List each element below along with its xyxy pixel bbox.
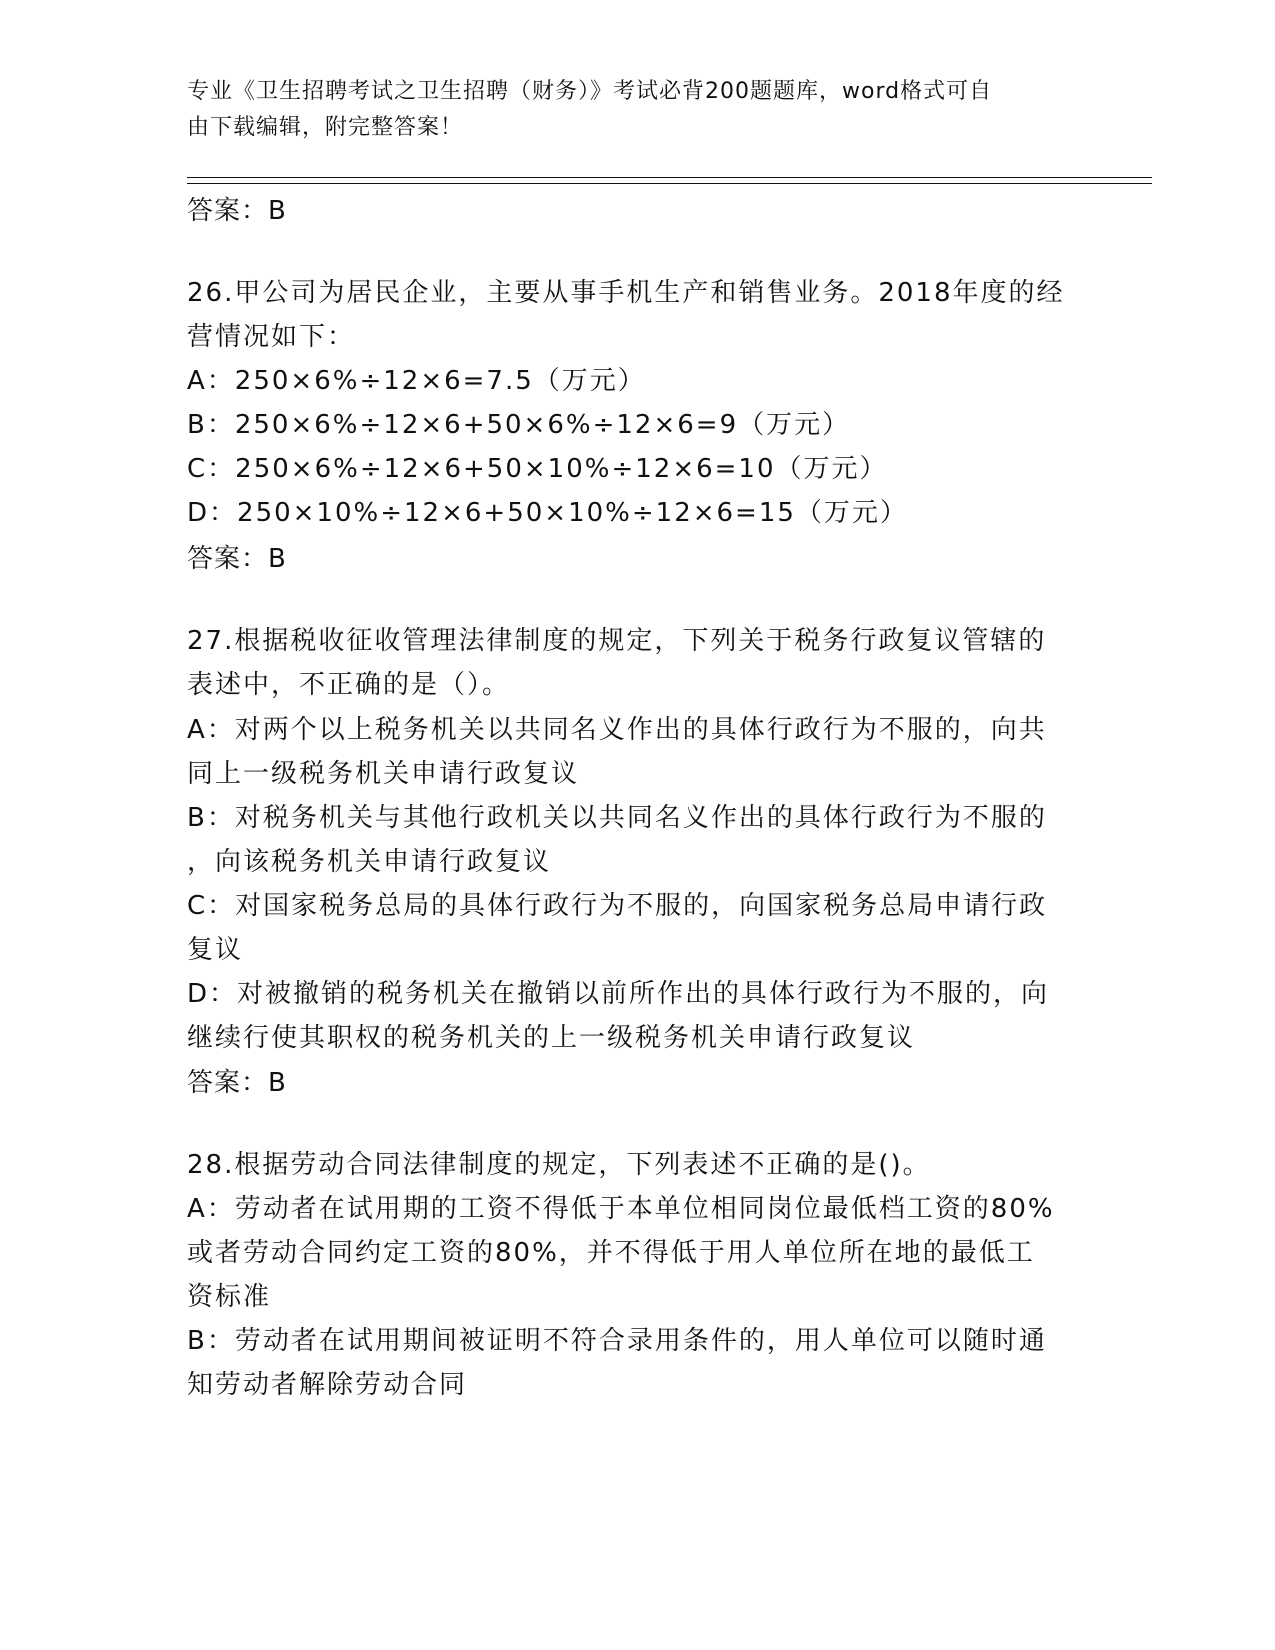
question-stem-line: 26.甲公司为居民企业，主要从事手机生产和销售业务。2018年度的经 — [187, 278, 1065, 308]
question-stem-line: 27.根据税收征收管理法律制度的规定，下列关于税务行政复议管辖的 — [187, 626, 1047, 656]
question-stem-line: 营情况如下： — [187, 322, 356, 352]
option-c: C：对国家税务总局的具体行政行为不服的，向国家税务总局申请行政 — [187, 891, 1048, 921]
option-b: B：劳动者在试用期间被证明不符合录用条件的，用人单位可以随时通 — [187, 1326, 1047, 1356]
option-a: A：对两个以上税务机关以共同名义作出的具体行政行为不服的，向共 — [187, 715, 1047, 745]
question-stem-line: 表述中，不正确的是（）。 — [187, 670, 511, 700]
option-a-continued: 或者劳动合同约定工资的80%，并不得低于用人单位所在地的最低工 — [187, 1238, 1035, 1268]
option-b: B：250×6%÷12×6+50×6%÷12×6=9（万元） — [187, 410, 851, 440]
answer-label: 答案：B — [187, 1068, 287, 1098]
option-b-continued: ，向该税务机关申请行政复议 — [187, 847, 552, 877]
option-c-continued: 复议 — [187, 935, 244, 965]
header-rule-thin — [187, 177, 1152, 178]
option-d: D：250×10%÷12×6+50×10%÷12×6=15（万元） — [187, 498, 908, 528]
option-a-continued: 资标准 — [187, 1282, 272, 1312]
option-b-continued: 知劳动者解除劳动合同 — [187, 1370, 468, 1400]
option-a-continued: 同上一级税务机关申请行政复议 — [187, 759, 580, 789]
option-a: A：劳动者在试用期的工资不得低于本单位相同岗位最低档工资的80% — [187, 1194, 1055, 1224]
option-b: B：对税务机关与其他行政机关以共同名义作出的具体行政行为不服的 — [187, 803, 1047, 833]
option-d: D：对被撤销的税务机关在撤销以前所作出的具体行政行为不服的，向 — [187, 979, 1050, 1009]
option-a: A：250×6%÷12×6=7.5（万元） — [187, 366, 646, 396]
answer-label-previous: 答案：B — [187, 196, 287, 226]
document-header — [187, 74, 1067, 146]
header-rule-thick — [187, 183, 1152, 184]
option-c: C：250×6%÷12×6+50×10%÷12×6=10（万元） — [187, 454, 888, 484]
question-stem-line: 28.根据劳动合同法律制度的规定，下列表述不正确的是()。 — [187, 1150, 931, 1180]
answer-label: 答案：B — [187, 544, 287, 574]
header-line-1: 专业《卫生招聘考试之卫生招聘（财务）》考试必背200题题库，word格式可自 — [187, 79, 993, 104]
option-d-continued: 继续行使其职权的税务机关的上一级税务机关申请行政复议 — [187, 1023, 916, 1053]
header-line-2: 由下载编辑，附完整答案！ — [187, 115, 464, 140]
